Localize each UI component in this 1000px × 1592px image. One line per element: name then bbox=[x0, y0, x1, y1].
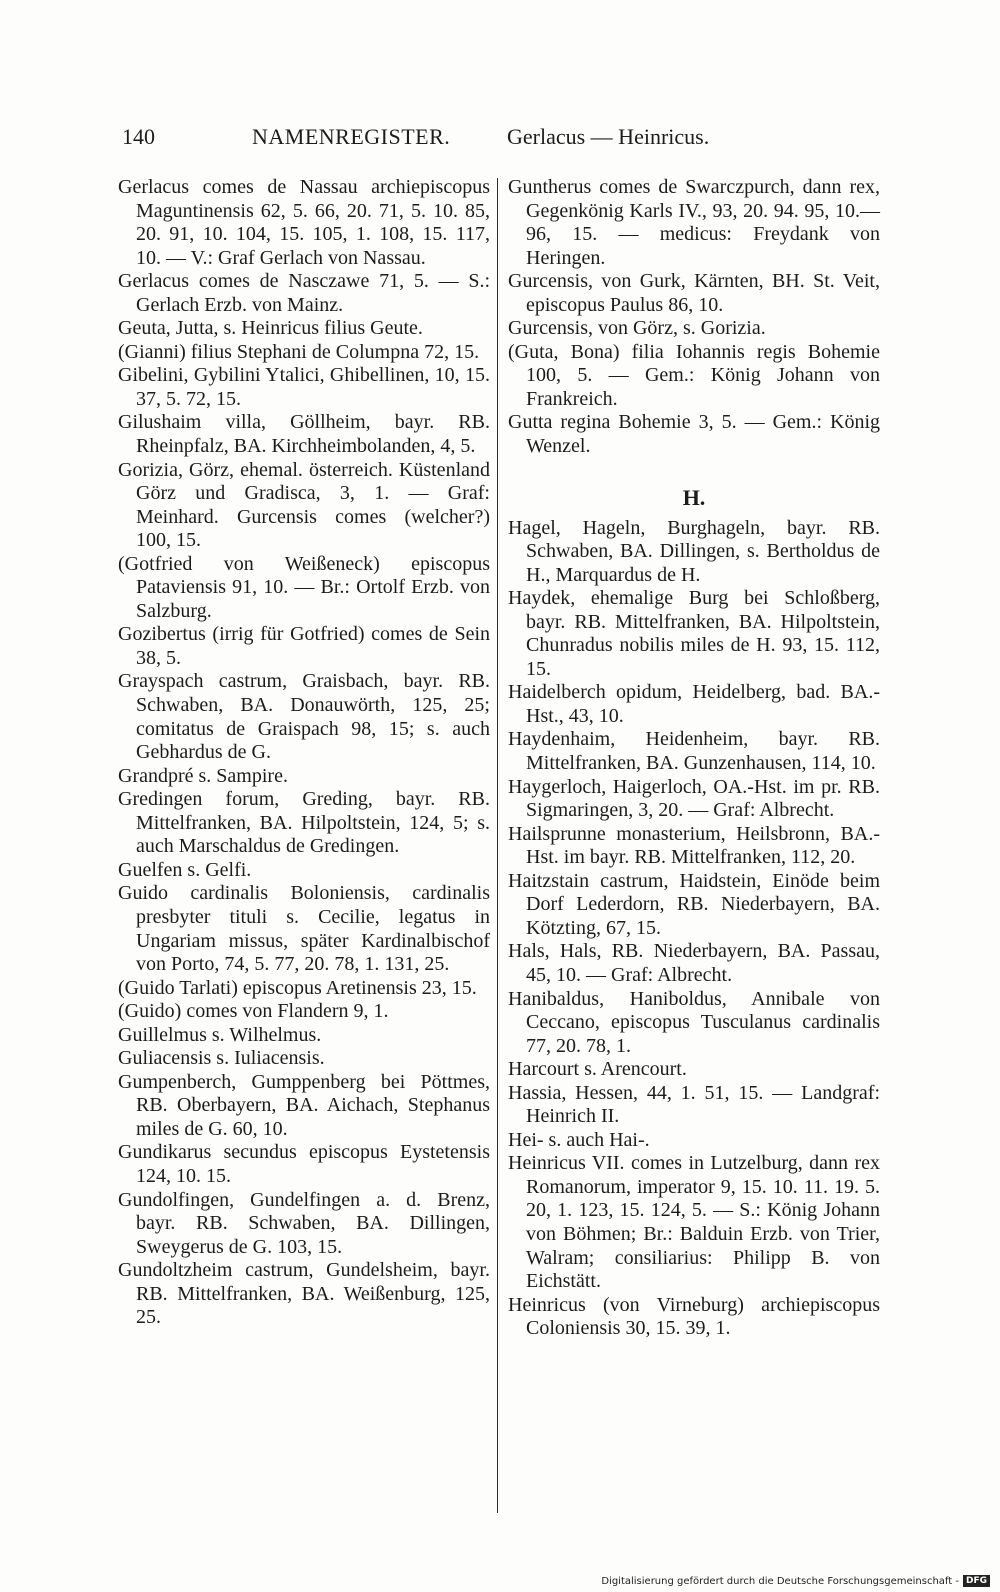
index-entry: Heinricus (von Virneburg) archiepiscopus Coloniensis 30, 15. 39, 1. bbox=[508, 1293, 880, 1340]
column-divider bbox=[497, 178, 498, 1513]
index-entry: Gurcensis, von Görz, s. Gorizia. bbox=[508, 317, 766, 340]
digitization-footer bbox=[600, 1574, 990, 1590]
index-entry: Heinricus VII. comes in Lutzelburg, dann rex Romanorum, imperator 9, 15. 10. 11. 19. 5. 20, 1. 123, 15. 124, 5. — S.: König Johann von Böhmen; Br.: Balduin Erzb. von Trier, Walram; consiliarius: Philipp B. von Eichstätt. bbox=[508, 1152, 880, 1293]
index-entry: Hassia, Hessen, 44, 1. 51, 15. — Landgraf: Heinrich II. bbox=[508, 1081, 880, 1128]
index-entry: Gerlacus comes de Nasczawe 71, 5. — S.: Gerlach Erzb. von Mainz. bbox=[118, 270, 490, 316]
index-entry: Hals, Hals, RB. Niederbayern, BA. Passau, 45, 10. — Graf: Albrecht. bbox=[508, 940, 880, 986]
left-column bbox=[118, 176, 490, 1330]
index-entry: (Guido) comes von Flandern 9, 1. bbox=[118, 1000, 389, 1023]
index-entry: Guliacensis s. Iuliacensis. bbox=[118, 1047, 325, 1070]
index-entry: (Guta, Bona) filia Iohannis regis Bohemie 100, 5. — Gem.: König Johann von Frankreich. bbox=[508, 340, 880, 410]
page-header bbox=[122, 120, 882, 154]
index-entry: Haidelberch opidum, Heidelberg, bad. BA.-Hst., 43, 10. bbox=[508, 681, 880, 727]
index-entry: Guido cardinalis Boloniensis, cardinalis presbyter tituli s. Cecilie, legatus in Ungariam missus, später Kardinalbischof von Porto, 74, 5. 77, 20. 78, 1. 131, 25. bbox=[118, 882, 490, 976]
index-entry: Guntherus comes de Swarczpurch, dann rex, Gegenkönig Karls IV., 93, 20. 94. 95, 10.—96, 15. — medicus: Freydank von Heringen. bbox=[508, 176, 880, 269]
index-entry: Gundikarus secundus episcopus Eystetensis 124, 10. 15. bbox=[118, 1141, 490, 1187]
index-entry: Gibelini, Gybilini Ytalici, Ghibellinen, 10, 15. 37, 5. 72, 15. bbox=[118, 364, 490, 410]
index-entry: (Gianni) filius Stephani de Columpna 72, 15. bbox=[118, 340, 480, 363]
dfg-logo: DFG bbox=[963, 1575, 990, 1587]
index-entry: (Guido Tarlati) episcopus Aretinensis 23, 15. bbox=[118, 976, 477, 999]
index-entry: Gredingen forum, Greding, bayr. RB. Mittelfranken, BA. Hilpoltstein, 124, 5; s. auch Marschaldus de Gredingen. bbox=[118, 788, 490, 858]
index-entry: Gorizia, Görz, ehemal. österreich. Küstenland Görz und Gradisca, 3, 1. — Graf: Meinhard. Gurcensis comes (welcher?) 100, 15. bbox=[118, 458, 490, 552]
index-entry: Hagel, Hageln, Burghageln, bayr. RB. Schwaben, BA. Dillingen, s. Bertholdus de H., Marquardus de H. bbox=[508, 516, 880, 586]
page-number: 140 bbox=[122, 124, 155, 149]
index-entry: Guelfen s. Gelfi. bbox=[118, 858, 252, 881]
index-entry: Gumpenberch, Gumppenberg bei Pöttmes, RB. Oberbayern, BA. Aichach, Stephanus miles de G. 60, 10. bbox=[118, 1070, 490, 1140]
index-entry: Haydek, ehemalige Burg bei Schloßberg, bayr. RB. Mittelfranken, BA. Hilpoltstein, Chunradus nobilis miles de H. 93, 15. 112, 15. bbox=[508, 587, 880, 680]
index-entry: Haydenhaim, Heidenheim, bayr. RB. Mittelfranken, BA. Gunzenhausen, 114, 10. bbox=[508, 728, 880, 775]
index-entry: Gundoltzheim castrum, Gundelsheim, bayr. RB. Mittelfranken, BA. Weißenburg, 125, 25. bbox=[118, 1259, 490, 1329]
index-entry: Gerlacus comes de Nassau archiepiscopus Maguntinensis 62, 5. 66, 20. 71, 5. 10. 85, 20. 91, 10. 104, 15. 105, 1. 108, 15. 117, 10. — V.: Graf Gerlach von Nassau. bbox=[118, 176, 490, 269]
index-entry: Gundolfingen, Gundelfingen a. d. Brenz, bayr. RB. Schwaben, BA. Dillingen, Sweygerus de G. 103, 15. bbox=[118, 1188, 490, 1258]
index-entry: Hei- s. auch Hai-. bbox=[508, 1128, 650, 1151]
page-title: NAMENREGISTER. bbox=[252, 124, 451, 149]
index-entry: Gozibertus (irrig für Gotfried) comes de Sein 38, 5. bbox=[118, 623, 490, 669]
footer-text: Digitalisierung gefördert durch die Deutsche Forschungsgemeinschaft - bbox=[601, 1576, 959, 1587]
index-entry: Gurcensis, von Gurk, Kärnten, BH. St. Veit, episcopus Paulus 86, 10. bbox=[508, 270, 880, 316]
index-entry: Hailsprunne monasterium, Heilsbronn, BA.-Hst. im bayr. RB. Mittelfranken, 112, 20. bbox=[508, 822, 880, 869]
index-entry: Gilushaim villa, Göllheim, bayr. RB. Rheinpfalz, BA. Kirchheimbolanden, 4, 5. bbox=[118, 411, 490, 458]
index-entry: Guillelmus s. Wilhelmus. bbox=[118, 1023, 322, 1046]
index-entry: Hanibaldus, Haniboldus, Annibale von Ceccano, episcopus Tusculanus cardinalis 77, 20. 78, 1. bbox=[508, 987, 880, 1057]
index-entry: Gutta regina Bohemie 3, 5. — Gem.: König Wenzel. bbox=[508, 411, 880, 458]
index-entry: Harcourt s. Arencourt. bbox=[508, 1058, 687, 1081]
index-entry: Haitzstain castrum, Haidstein, Einöde beim Dorf Lederdorn, RB. Niederbayern, BA. Kötzting, 67, 15. bbox=[508, 869, 880, 939]
index-entry: Geuta, Jutta, s. Heinricus filius Geute. bbox=[118, 317, 423, 340]
index-entry: Grayspach castrum, Graisbach, bayr. RB. Schwaben, BA. Donauwörth, 125, 25; comitatus de Graispach 98, 15; s. auch Gebhardus de G. bbox=[118, 670, 490, 764]
index-entry: Haygerloch, Haigerloch, OA.-Hst. im pr. RB. Sigmaringen, 3, 20. — Graf: Albrecht. bbox=[508, 775, 880, 822]
right-column bbox=[508, 176, 880, 1341]
running-head: Gerlacus — Heinricus. bbox=[507, 124, 710, 149]
section-letter: H. bbox=[682, 484, 706, 510]
index-entry: Grandpré s. Sampire. bbox=[118, 764, 288, 787]
index-entry: (Gotfried von Weißeneck) episcopus Pataviensis 91, 10. — Br.: Ortolf Erzb. von Salzburg. bbox=[118, 552, 490, 622]
